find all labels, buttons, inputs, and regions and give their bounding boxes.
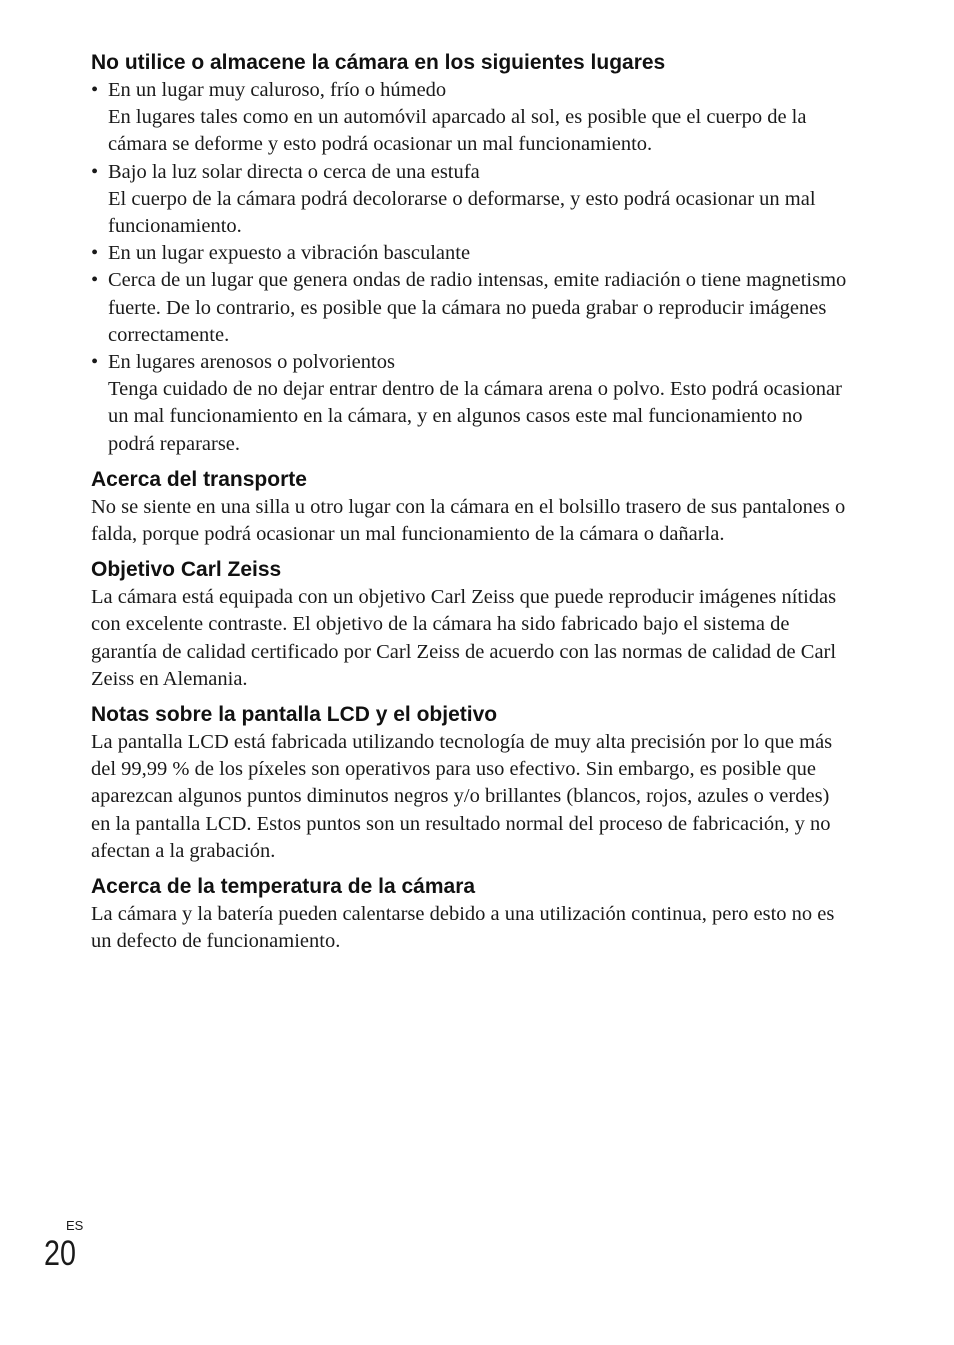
list-item-title: Bajo la luz solar directa o cerca de una estufa bbox=[108, 160, 480, 183]
list-item-title: En un lugar expuesto a vibración basculante bbox=[108, 242, 471, 265]
list-item bbox=[91, 159, 851, 241]
list-item-description: Tenga cuidado de no dejar entrar dentro de la cámara arena o polvo. Esto podrá ocasionar un mal funcionamiento en la cámara, y en algunos casos este mal funcionamiento no podrá repararse. bbox=[108, 378, 842, 455]
page-content bbox=[91, 49, 851, 963]
list-item bbox=[91, 267, 851, 349]
page-number: 20 bbox=[44, 1234, 76, 1273]
section-body: La cámara está equipada con un objetivo Carl Zeiss que puede reproducir imágenes nítidas con excelente contraste. El objetivo de la cámara ha sido fabricado bajo el sistema de garantía de calidad certificado por Carl Zeiss de acuerdo con las normas de calidad de Carl Zeiss en Alemania. bbox=[91, 586, 837, 690]
section-body: La cámara y la batería pueden calentarse debido a una utilización continua, pero esto no es un defecto de funcionamiento. bbox=[91, 903, 835, 953]
list-item-title: Cerca de un lugar que genera ondas de radio intensas, emite radiación o tiene magnetismo fuerte. De lo contrario, es posible que la cámara no pueda grabar o reproducir imágenes correctamente. bbox=[108, 269, 847, 346]
bullet-glyph: • bbox=[91, 351, 99, 374]
section-body: La pantalla LCD está fabricada utilizando tecnología de muy alta precisión por lo que más del 99,99 % de los píxeles son operativos para uso efectivo. Sin embargo, es posible que aparezcan algunos puntos diminutos negros y/o brillantes (blancos, rojos, azules o verdes) en la pantalla LCD. Estos puntos son un resultado normal del proceso de fabricación, y no afectan a la grabación. bbox=[91, 731, 833, 862]
bullet-glyph: • bbox=[91, 242, 99, 265]
section-storage-locations bbox=[91, 49, 851, 458]
section-heading: Objetivo Carl Zeiss bbox=[91, 558, 282, 582]
section-camera-temperature bbox=[91, 873, 851, 955]
list-item bbox=[91, 240, 851, 267]
section-carl-zeiss-lens bbox=[91, 556, 851, 693]
section-transport bbox=[91, 466, 851, 548]
list-item-description: En lugares tales como en un automóvil aparcado al sol, es posible que el cuerpo de la cámara se deforme y esto podrá ocasionar un mal funcionamiento. bbox=[108, 106, 807, 156]
section-heading: Notas sobre la pantalla LCD y el objetivo bbox=[91, 703, 498, 727]
list-item-title: En lugares arenosos o polvorientos bbox=[108, 351, 395, 374]
list-item bbox=[91, 77, 851, 159]
list-item bbox=[91, 349, 851, 458]
bullet-glyph: • bbox=[91, 160, 99, 183]
list-item-title: En un lugar muy caluroso, frío o húmedo bbox=[108, 79, 447, 101]
list-item-description: El cuerpo de la cámara podrá decolorarse o deformarse, y esto podrá ocasionar un mal funcionamiento. bbox=[108, 187, 816, 238]
page-language-code: ES bbox=[66, 1218, 84, 1233]
bullet-list bbox=[91, 77, 851, 458]
section-body: No se siente en una silla u otro lugar con la cámara en el bolsillo trasero de sus pantalones o falda, porque podrá ocasionar un mal funcionamiento de la cámara o dañarla. bbox=[91, 495, 846, 546]
section-lcd-notes bbox=[91, 701, 851, 865]
bullet-glyph: • bbox=[91, 79, 99, 101]
section-heading: No utilice o almacene la cámara en los siguientes lugares bbox=[91, 51, 666, 74]
section-heading: Acerca del transporte bbox=[91, 467, 307, 491]
section-heading: Acerca de la temperatura de la cámara bbox=[91, 875, 476, 899]
bullet-glyph: • bbox=[91, 269, 99, 292]
